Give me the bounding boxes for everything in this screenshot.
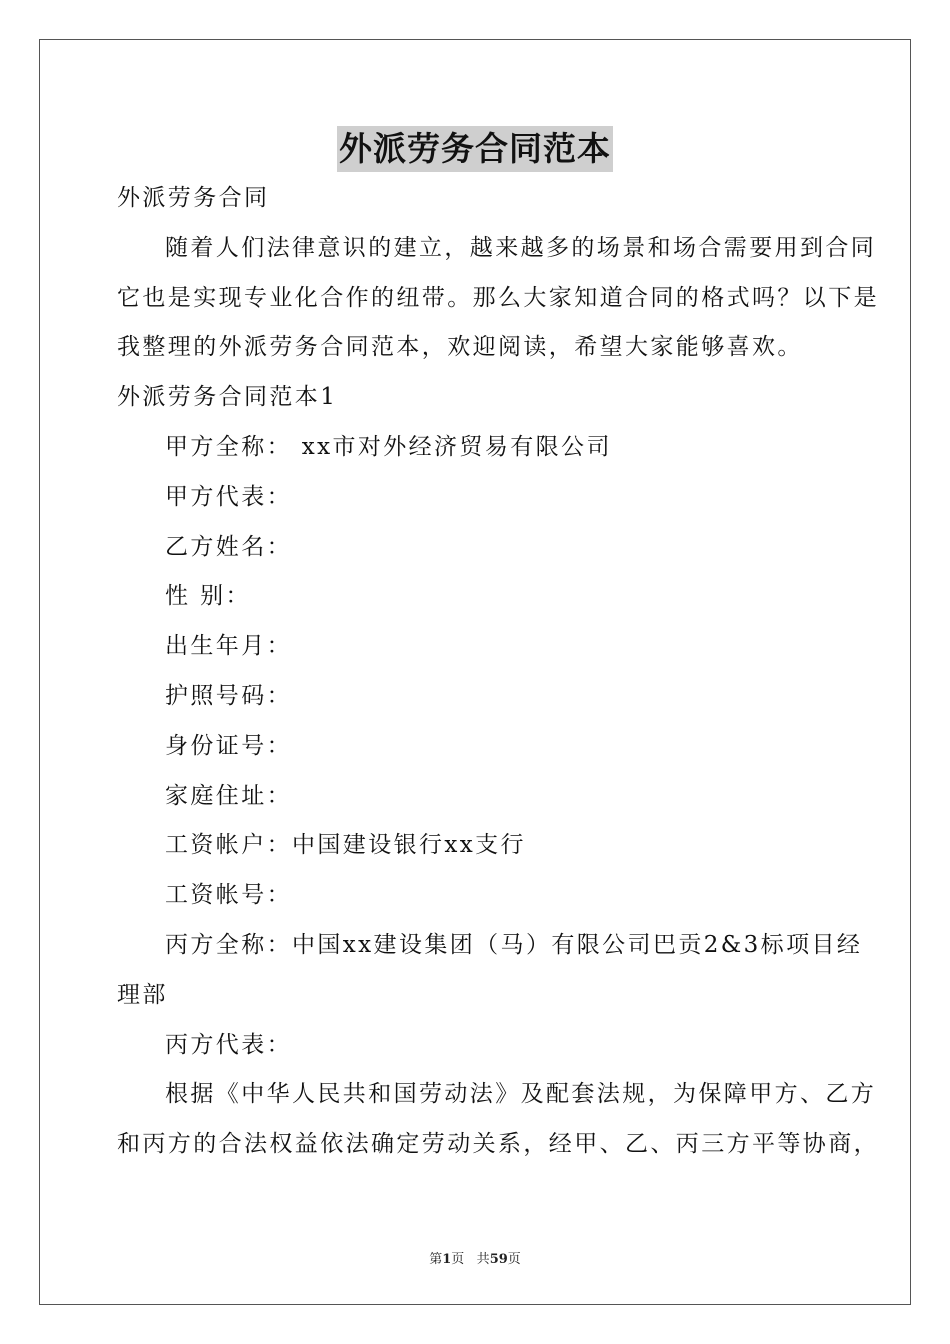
body-line: 理部 (117, 981, 168, 1008)
page-suffix: 页 (451, 1252, 465, 1267)
body-line: 工资帐户：中国建设银行xx支行 (165, 832, 526, 859)
body-line: 根据《中华人民共和国劳动法》及配套法规，为保障甲方、乙方 (165, 1081, 877, 1108)
section-heading: 外派劳务合同范本1 (117, 384, 338, 411)
body-line: 甲方全称： xx市对外经济贸易有限公司 (165, 433, 612, 460)
body-line: 护照号码： (165, 682, 292, 709)
body-line: 性 别： (165, 583, 251, 610)
total-prefix: 共 (476, 1252, 490, 1267)
body-line: 它也是实现专业化合作的纽带。那么大家知道合同的格式吗？以下是 (117, 284, 879, 311)
document-body (117, 174, 879, 1170)
total-page-count: 59 (489, 1252, 508, 1267)
body-line: 乙方姓名： (165, 533, 292, 560)
body-line: 丙方代表： (165, 1031, 292, 1058)
body-line: 工资帐号： (165, 882, 292, 909)
page-footer (0, 1248, 950, 1267)
document-title: 外派劳务合同范本 (337, 126, 613, 172)
body-line: 身份证号： (165, 732, 292, 759)
page-prefix: 第 (429, 1252, 443, 1267)
body-line: 丙方全称：中国xx建设集团（马）有限公司巴贡2&3标项目经 (165, 931, 863, 958)
body-line: 甲方代表： (165, 483, 292, 510)
body-line: 家庭住址： (165, 782, 292, 809)
total-suffix: 页 (507, 1252, 521, 1267)
body-line: 随着人们法律意识的建立，越来越多的场景和场合需要用到合同 (165, 234, 877, 261)
title-container (0, 126, 950, 172)
body-line: 外派劳务合同 (117, 185, 270, 211)
body-line: 我整理的外派劳务合同范本，欢迎阅读，希望大家能够喜欢。 (117, 334, 803, 361)
body-line: 和丙方的合法权益依法确定劳动关系，经甲、乙、丙三方平等协商， (117, 1131, 879, 1158)
body-line: 出生年月： (165, 633, 292, 660)
current-page-number: 1 (442, 1252, 452, 1267)
